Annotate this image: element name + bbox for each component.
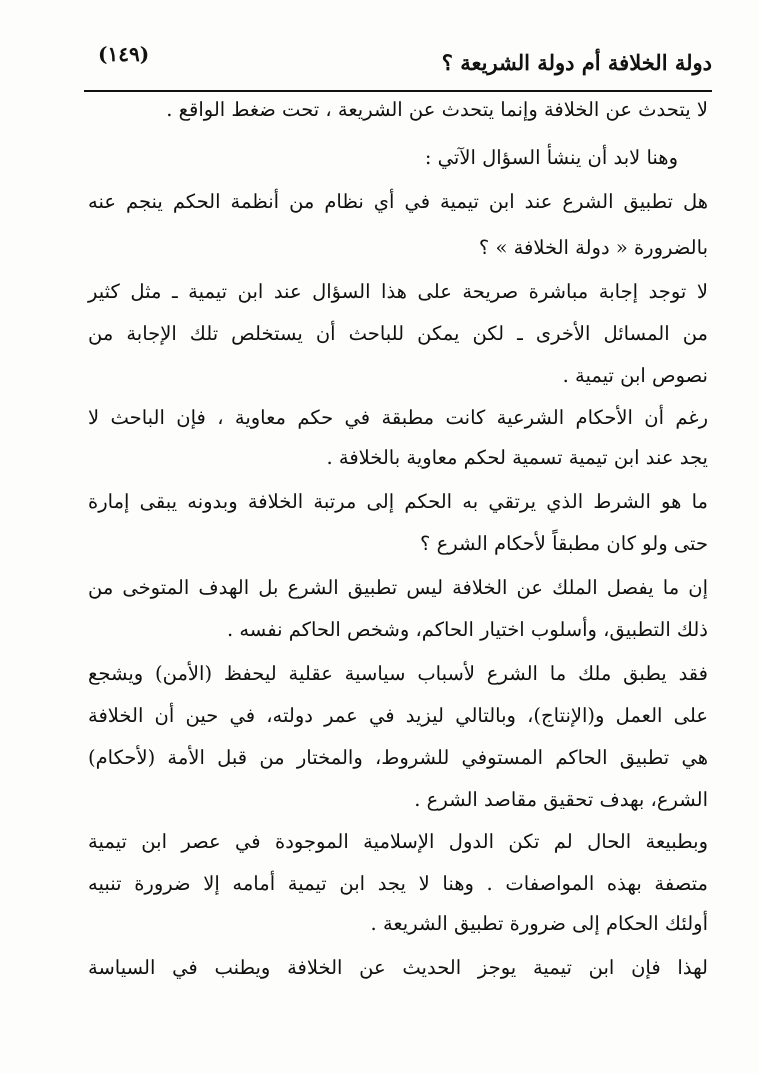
text-line: بالضرورة « دولة الخلافة » ؟	[478, 236, 708, 259]
text-line: متصفة بهذه المواصفات . وهنا لا يجد ابن تيمية أمامه إلا ضرورة تنبيه	[88, 872, 708, 895]
text-line: لا يتحدث عن الخلافة وإنما يتحدث عن الشريعة ، تحت ضغط الواقع .	[166, 98, 708, 121]
header-rule	[84, 90, 712, 92]
text-line: أولئك الحكام إلى ضرورة تطبيق الشريعة .	[370, 912, 708, 935]
text-line: الشرع، بهدف تحقيق مقاصد الشرع .	[414, 788, 708, 811]
text-line: هي تطبيق الحاكم المستوفي للشروط، والمختار من قبل الأمة (لأحكام)	[88, 746, 708, 769]
text-line: ذلك التطبيق، وأسلوب اختيار الحاكم، وشخص الحاكم نفسه .	[226, 618, 708, 641]
text-line: ما هو الشرط الذي يرتقي به الحكم إلى مرتبة الخلافة وبدونه يبقى إمارة	[88, 490, 708, 513]
text-line: نصوص ابن تيمية .	[562, 364, 708, 387]
text-line: يجد عند ابن تيمية تسمية لحكم معاوية بالخلافة .	[326, 446, 708, 469]
text-line: هل تطبيق الشرع عند ابن تيمية في أي نظام من أنظمة الحكم ينجم عنه	[88, 190, 708, 213]
page-number: (١٤٩)	[98, 42, 150, 66]
text-line: رغم أن الأحكام الشرعية كانت مطبقة في حكم معاوية ، فإن الباحث لا	[88, 406, 708, 429]
text-line: من المسائل الأخرى ـ لكن يمكن للباحث أن يستخلص تلك الإجابة من	[88, 322, 708, 345]
text-line: لهذا فإن ابن تيمية يوجز الحديث عن الخلافة ويطنب في السياسة	[88, 956, 708, 979]
text-line: على العمل و(الإنتاج)، وبالتالي ليزيد في عمر دولته، في حين أن الخلافة	[88, 704, 708, 727]
text-line: وبطبيعة الحال لم تكن الدول الإسلامية الموجودة في عصر ابن تيمية	[88, 830, 708, 853]
text-line: لا توجد إجابة مباشرة صريحة على هذا السؤال عند ابن تيمية ـ مثل كثير	[88, 280, 708, 303]
text-line: حتى ولو كان مطبقاً لأحكام الشرع ؟	[420, 532, 708, 555]
text-line: إن ما يفصل الملك عن الخلافة ليس تطبيق الشرع بل الهدف المتوخى من	[88, 576, 708, 599]
text-line: وهنا لابد أن ينشأ السؤال الآتي :	[424, 146, 678, 169]
text-line: فقد يطبق ملك ما الشرع لأسباب سياسية عقلية ليحفظ (الأمن) ويشجع	[88, 662, 708, 685]
page-header	[84, 40, 712, 86]
running-title: دولة الخلافة أم دولة الشريعة ؟	[441, 50, 712, 75]
